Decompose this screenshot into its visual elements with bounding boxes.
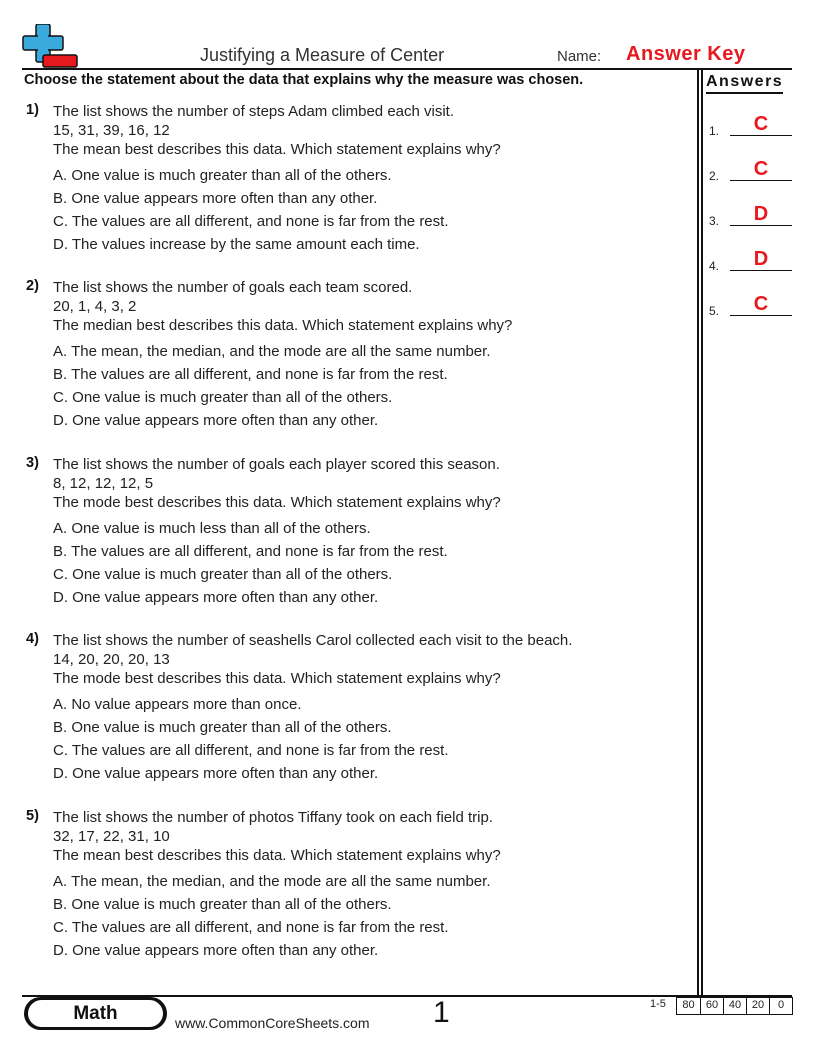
- answer-value: D: [753, 248, 769, 270]
- commoncoresheets-logo-icon: [21, 24, 79, 68]
- option-b[interactable]: B. One value is much greater than all of the others.: [53, 719, 392, 736]
- question-number: 4): [26, 631, 39, 647]
- answer-number: 1.: [709, 124, 720, 138]
- question-prompt: The list shows the number of goals each team scored.: [53, 279, 413, 296]
- option-d[interactable]: D. The values increase by the same amount each time.: [53, 236, 420, 253]
- question-text: The median best describes this data. Which statement explains why?: [53, 317, 513, 334]
- option-a[interactable]: A. No value appears more than once.: [53, 696, 302, 713]
- option-c[interactable]: C. The values are all different, and none is far from the rest.: [53, 213, 449, 230]
- option-a[interactable]: A. The mean, the median, and the mode are all the same number.: [53, 873, 491, 890]
- answer-number: 4.: [709, 259, 720, 273]
- score-cell: 0: [769, 998, 792, 1014]
- question-prompt: The list shows the number of steps Adam climbed each visit.: [53, 103, 455, 120]
- subject-label: Math: [28, 1000, 163, 1027]
- question-data: 32, 17, 22, 31, 10: [53, 828, 170, 845]
- question-5: [26, 808, 686, 962]
- website-link[interactable]: www.CommonCoreSheets.com: [175, 1015, 370, 1031]
- answer-row: [709, 114, 793, 138]
- question-data: 15, 31, 39, 16, 12: [53, 122, 170, 139]
- question-number: 3): [26, 455, 39, 471]
- question-text: The mean best describes this data. Which statement explains why?: [53, 141, 501, 158]
- option-a[interactable]: A. One value is much greater than all of the others.: [53, 167, 392, 184]
- option-a[interactable]: A. The mean, the median, and the mode are all the same number.: [53, 343, 491, 360]
- question-2: [26, 278, 686, 432]
- answer-column-divider-right: [701, 68, 703, 995]
- option-d[interactable]: D. One value appears more often than any other.: [53, 412, 379, 429]
- answer-value: D: [753, 203, 769, 225]
- name-label: Name:: [557, 48, 602, 65]
- question-prompt: The list shows the number of goals each player scored this season.: [53, 456, 500, 473]
- answer-value: C: [753, 158, 769, 180]
- option-d[interactable]: D. One value appears more often than any other.: [53, 589, 379, 606]
- answer-row: [709, 294, 793, 318]
- header-divider: [22, 68, 792, 70]
- answer-key-label: Answer Key: [626, 43, 746, 65]
- option-d[interactable]: D. One value appears more often than any other.: [53, 942, 379, 959]
- answer-row: [709, 204, 793, 228]
- worksheet-title: Justifying a Measure of Center: [200, 45, 445, 65]
- score-table: [676, 997, 793, 1015]
- question-data: 8, 12, 12, 12, 5: [53, 475, 154, 492]
- question-prompt: The list shows the number of photos Tiffany took on each field trip.: [53, 809, 493, 826]
- question-1: [26, 102, 686, 256]
- page-number: 1: [433, 996, 450, 1029]
- answer-number: 3.: [709, 214, 720, 228]
- answer-number: 5.: [709, 304, 720, 318]
- option-b[interactable]: B. One value appears more often than any other.: [53, 190, 378, 207]
- question-text: The mode best describes this data. Which statement explains why?: [53, 670, 501, 687]
- score-cell: 40: [723, 998, 746, 1014]
- subject-badge: [24, 997, 167, 1030]
- instructions: Choose the statement about the data that explains why the measure was chosen.: [24, 72, 584, 88]
- question-number: 5): [26, 808, 39, 824]
- question-3: [26, 455, 686, 609]
- question-number: 1): [26, 102, 39, 118]
- answer-row: [709, 159, 793, 183]
- answer-value: C: [753, 293, 769, 315]
- answer-number: 2.: [709, 169, 720, 183]
- option-a[interactable]: A. One value is much less than all of the others.: [53, 520, 371, 537]
- score-cell: 60: [700, 998, 723, 1014]
- answer-value: C: [753, 113, 769, 135]
- score-cell: 80: [682, 999, 695, 1011]
- question-text: The mode best describes this data. Which statement explains why?: [53, 494, 501, 511]
- score-range-label: 1-5: [650, 998, 666, 1010]
- question-data: 20, 1, 4, 3, 2: [53, 298, 137, 315]
- answers-heading: Answers: [706, 73, 783, 94]
- option-c[interactable]: C. The values are all different, and none is far from the rest.: [53, 742, 449, 759]
- option-b[interactable]: B. The values are all different, and none is far from the rest.: [53, 543, 448, 560]
- option-b[interactable]: B. One value is much greater than all of the others.: [53, 896, 392, 913]
- score-cell: 20: [746, 998, 769, 1014]
- answer-row: [709, 249, 793, 273]
- question-number: 2): [26, 278, 39, 294]
- question-4: [26, 631, 686, 785]
- question-data: 14, 20, 20, 20, 13: [53, 651, 170, 668]
- option-c[interactable]: C. The values are all different, and none is far from the rest.: [53, 919, 449, 936]
- option-d[interactable]: D. One value appears more often than any other.: [53, 765, 379, 782]
- option-b[interactable]: B. The values are all different, and none is far from the rest.: [53, 366, 448, 383]
- question-prompt: The list shows the number of seashells Carol collected each visit to the beach.: [53, 632, 573, 649]
- answer-column-divider-left: [697, 68, 699, 995]
- option-c[interactable]: C. One value is much greater than all of the others.: [53, 566, 393, 583]
- question-text: The mean best describes this data. Which statement explains why?: [53, 847, 501, 864]
- option-c[interactable]: C. One value is much greater than all of the others.: [53, 389, 393, 406]
